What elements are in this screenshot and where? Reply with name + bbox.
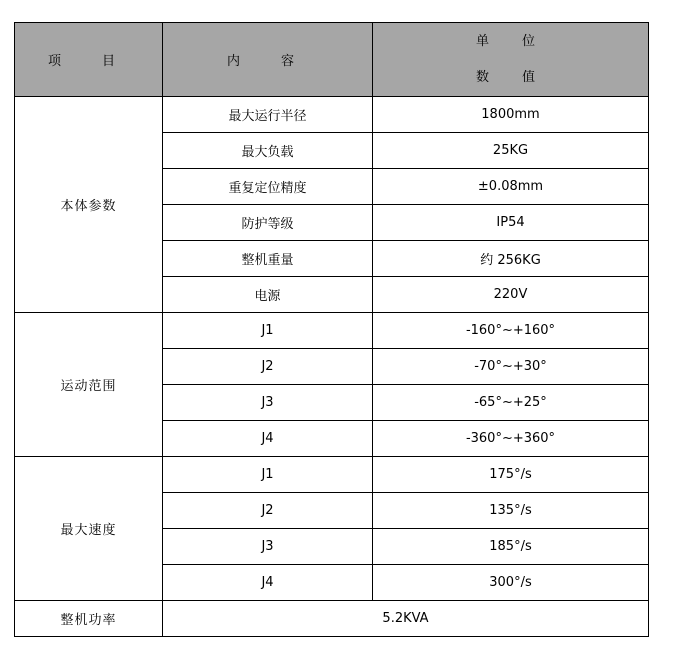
table-row-footer [15, 601, 649, 637]
row-value: ±0.08mm [373, 169, 649, 205]
row-value: 1800mm [373, 97, 649, 133]
row-item: J2 [163, 493, 373, 529]
group-label-motion-range: 运动范围 [15, 313, 163, 457]
row-value: -160°~+160° [373, 313, 649, 349]
table-row [15, 313, 649, 349]
row-item: J4 [163, 565, 373, 601]
header-value: 数 值 [475, 69, 545, 85]
spec-table [14, 22, 649, 637]
footer-label-power: 整机功率 [15, 601, 163, 637]
row-value: -65°~+25° [373, 385, 649, 421]
header-row [15, 23, 649, 97]
header-unit: 单 位 [475, 33, 545, 49]
row-item: 整机重量 [163, 241, 373, 277]
row-item: 电源 [163, 277, 373, 313]
header-unit-value [373, 23, 649, 97]
row-item: J3 [163, 529, 373, 565]
group-label-max-speed: 最大速度 [15, 457, 163, 601]
row-item: 防护等级 [163, 205, 373, 241]
group-label-body-params: 本体参数 [15, 97, 163, 313]
header-item: 项 目 [15, 23, 163, 97]
header-content: 内 容 [163, 23, 373, 97]
table-row [15, 457, 649, 493]
row-item: J1 [163, 457, 373, 493]
row-value: -70°~+30° [373, 349, 649, 385]
row-item: J2 [163, 349, 373, 385]
footer-value-power: 5.2KVA [163, 601, 649, 637]
row-item: J3 [163, 385, 373, 421]
row-value: 185°/s [373, 529, 649, 565]
row-item: 重复定位精度 [163, 169, 373, 205]
row-value: 220V [373, 277, 649, 313]
row-value: 300°/s [373, 565, 649, 601]
row-value: 135°/s [373, 493, 649, 529]
row-value: 25KG [373, 133, 649, 169]
row-value: IP54 [373, 205, 649, 241]
row-value: 约 256KG [373, 241, 649, 277]
row-item: J4 [163, 421, 373, 457]
row-item: 最大负载 [163, 133, 373, 169]
row-value: -360°~+360° [373, 421, 649, 457]
row-item: 最大运行半径 [163, 97, 373, 133]
row-value: 175°/s [373, 457, 649, 493]
row-item: J1 [163, 313, 373, 349]
table-row [15, 97, 649, 133]
